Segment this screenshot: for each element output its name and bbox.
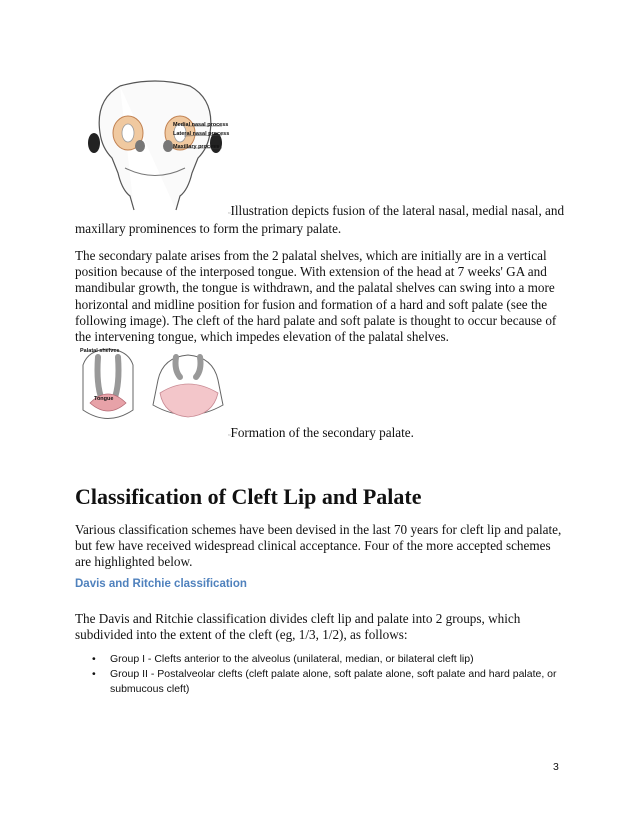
secondary-palate-illustration	[78, 345, 240, 427]
section-heading: Classification of Cleft Lip and Palate	[75, 484, 422, 509]
page-number: 3	[553, 761, 559, 773]
secondary-palate-figure	[78, 345, 240, 427]
figure2-label-tongue: Tongue	[94, 396, 114, 402]
figure1-caption	[75, 203, 565, 237]
bullet-icon: •	[92, 653, 96, 665]
figure2-caption	[228, 425, 528, 443]
figure1-label-medial: Medial nasal process	[173, 122, 229, 128]
classification-intro-paragraph: Various classification schemes have been devised in the last 70 years for cleft lip and palate, but few have received widespread clinical acceptance. Four of the more accepted schemes are highlighted below.	[75, 522, 562, 570]
broken-image-icon: ▫	[228, 431, 231, 439]
figure2-caption-text: Formation of the secondary palate.	[230, 425, 414, 440]
bullet-icon: •	[92, 668, 96, 680]
figure1-caption-start: Illustration depicts fusion of the lateral nasal, medial nasal, and	[230, 203, 565, 218]
subsection-heading: Davis and Ritchie classification	[75, 578, 247, 590]
broken-image-icon: ▫	[228, 209, 231, 217]
figure2-label-palatal-shelves: Palatal shelves	[80, 348, 120, 354]
list-item: • Group II - Postalveolar clefts (cleft palate alone, soft palate alone, soft palate and hard palate, or submucous cleft)	[92, 668, 557, 695]
group-list	[75, 652, 575, 697]
figure1-caption-end: maxillary prominences to form the primary palate.	[75, 221, 342, 237]
secondary-palate-paragraph: The secondary palate arises from the 2 palatal shelves, which are initially are in a vertical position because of the interposed tongue. With extension of the head at 7 weeks' GA and mandibular growth, the tongue is withdrawn, and the palatal shelves can swing into a more horizontal and midline position for fusion and formation of a hard and soft palate (see the following image). The cleft of the hard palate and soft palate is thought to occur because of the intervening tongue, which impedes elevation of the palatal shelves.	[75, 248, 557, 345]
figure1-label-maxillary: Maxillary process	[173, 144, 220, 150]
figure1-label-lateral: Lateral nasal process	[173, 131, 230, 137]
list-item: • Group I - Clefts anterior to the alveolus (unilateral, median, or bilateral cleft lip)	[92, 653, 474, 665]
davis-ritchie-paragraph: The Davis and Ritchie classification divides cleft lip and palate into 2 groups, which subdivided into the extent of the cleft (eg, 1/3, 1/2), as follows:	[75, 611, 521, 643]
